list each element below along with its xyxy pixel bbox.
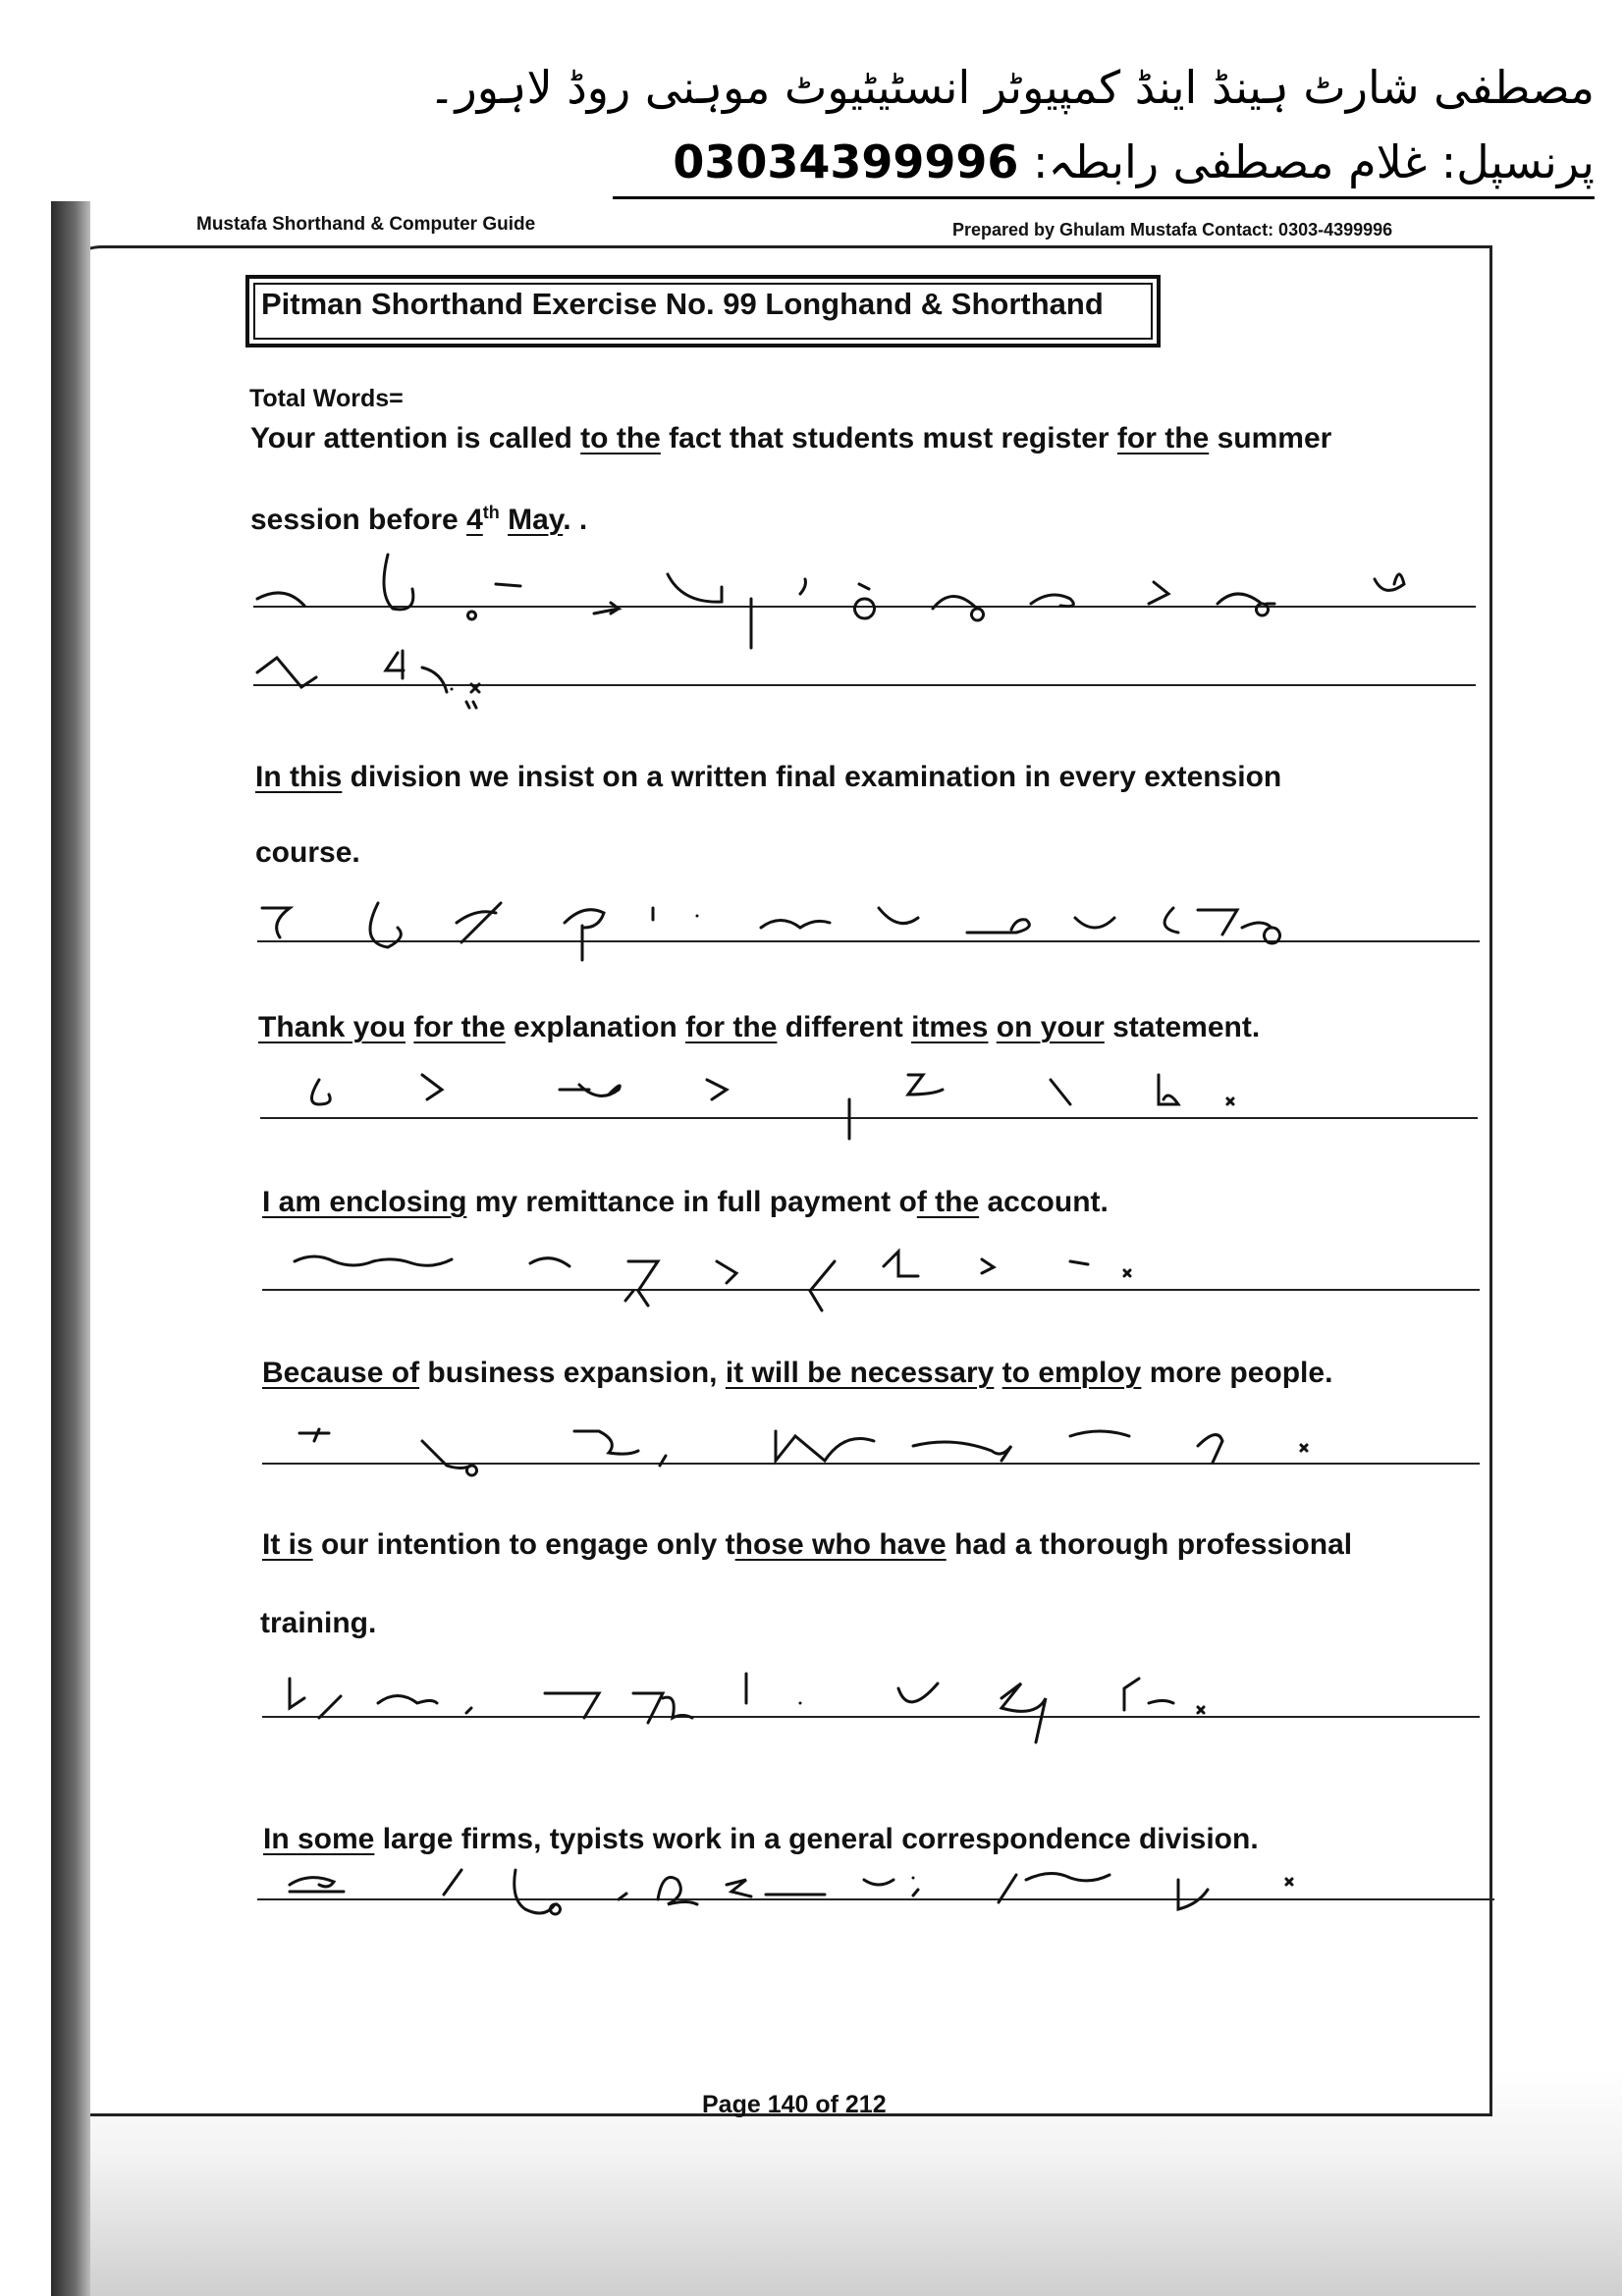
phrase-for-the-2: for the [685,1011,778,1043]
s3-5: different [777,1011,912,1043]
shorthand-outlines-4 [285,1242,1168,1320]
shorthand-outlines-2 [250,888,1527,967]
urdu-institute-name: مصطفی شارٹ ہینڈ اینڈ کمپیوٹر انسٹیٹیوٹ موہنی روڈ لاہور۔ [428,61,1595,114]
phrase-it-is: It is [262,1528,313,1561]
phrase-because-of: Because of [262,1357,420,1389]
s1b-5: . . [563,504,588,536]
s3-7 [988,1011,996,1043]
phrase-for-the-1: for the [413,1011,506,1043]
sentence-3 [258,1011,1260,1044]
page-number: Page 140 of 212 [702,2091,887,2118]
s7-1: large firms, typists work in a general correspondence division. [374,1823,1259,1855]
word-may: May [508,504,564,536]
urdu-principal-contact [673,135,1595,188]
s1a-2: fact that students must register [660,422,1117,454]
s1a-0: Your attention is called [250,422,581,454]
sentence-6-line-1 [262,1528,1352,1562]
phrase-in-some: In some [263,1823,375,1855]
exercise-title: Pitman Shorthand Exercise No. 99 Longhand & Shorthand [261,287,1104,321]
date-suffix: th [482,503,500,522]
phrase-i-am-enclosing: I am enclosing [262,1186,467,1218]
contact-phone: 03034399996 [673,135,1019,188]
phrase-of-the: f the [916,1186,980,1218]
phrase-thank-you: Thank you [258,1011,406,1043]
s1b-3 [500,504,508,536]
s5-5: more people. [1141,1357,1333,1389]
sentence-6-line-2: training. [260,1607,377,1639]
s6a-3: had a thorough professional [946,1528,1353,1561]
sentence-2-line-1 [255,761,1281,794]
phrase-those-who-have: hose who have [734,1528,947,1561]
s1a-4: summer [1209,422,1332,454]
shorthand-outlines-6 [260,1659,1497,1747]
sentence-1-line-1 [250,422,1331,455]
s6a-1: our intention to engage only t [312,1528,735,1561]
urdu-underline [613,196,1595,199]
total-words: Total Words= [249,385,404,412]
s5-3 [994,1357,1001,1389]
shorthand-outlines-1 [245,545,1483,712]
shorthand-outlines-3 [295,1065,1276,1144]
header-left: Mustafa Shorthand & Computer Guide [196,214,536,235]
phrase-to-the: to the [580,422,661,454]
phrase-for-the: for the [1116,422,1210,454]
s2a-1: division we insist on a written final examination in every extension [342,761,1282,793]
phrase-to-employ: to employ [1001,1357,1142,1389]
date-4: 4 [466,504,483,536]
sentence-4 [262,1186,1109,1219]
s3-9: statement. [1104,1011,1261,1043]
sentence-2-line-2: course. [255,836,360,869]
phrase-in-this: In this [255,761,343,793]
s5-1: business expansion, [419,1357,726,1389]
header-right: Prepared by Ghulam Mustafa Contact: 0303-4399996 [952,220,1393,240]
shorthand-outlines-7 [275,1860,1306,1958]
sentence-1-line-2 [250,503,587,537]
scan-left-shadow [51,201,90,2296]
word-itmes: itmes [911,1011,989,1043]
urdu-principal-label: پرنسپل: غلام مصطفی رابطہ: [1018,135,1595,188]
s1b-0: session before [250,504,467,536]
shorthand-outlines-5 [285,1412,1414,1490]
sentence-5 [262,1357,1332,1390]
sentence-7 [263,1823,1259,1856]
s4-1: my remittance in full payment o [466,1186,917,1218]
phrase-it-will-be-necessary: it will be necessary [725,1357,995,1389]
s3-3: explanation [505,1011,686,1043]
s4-3: account. [979,1186,1109,1218]
phrase-on-your: on your [996,1011,1105,1043]
